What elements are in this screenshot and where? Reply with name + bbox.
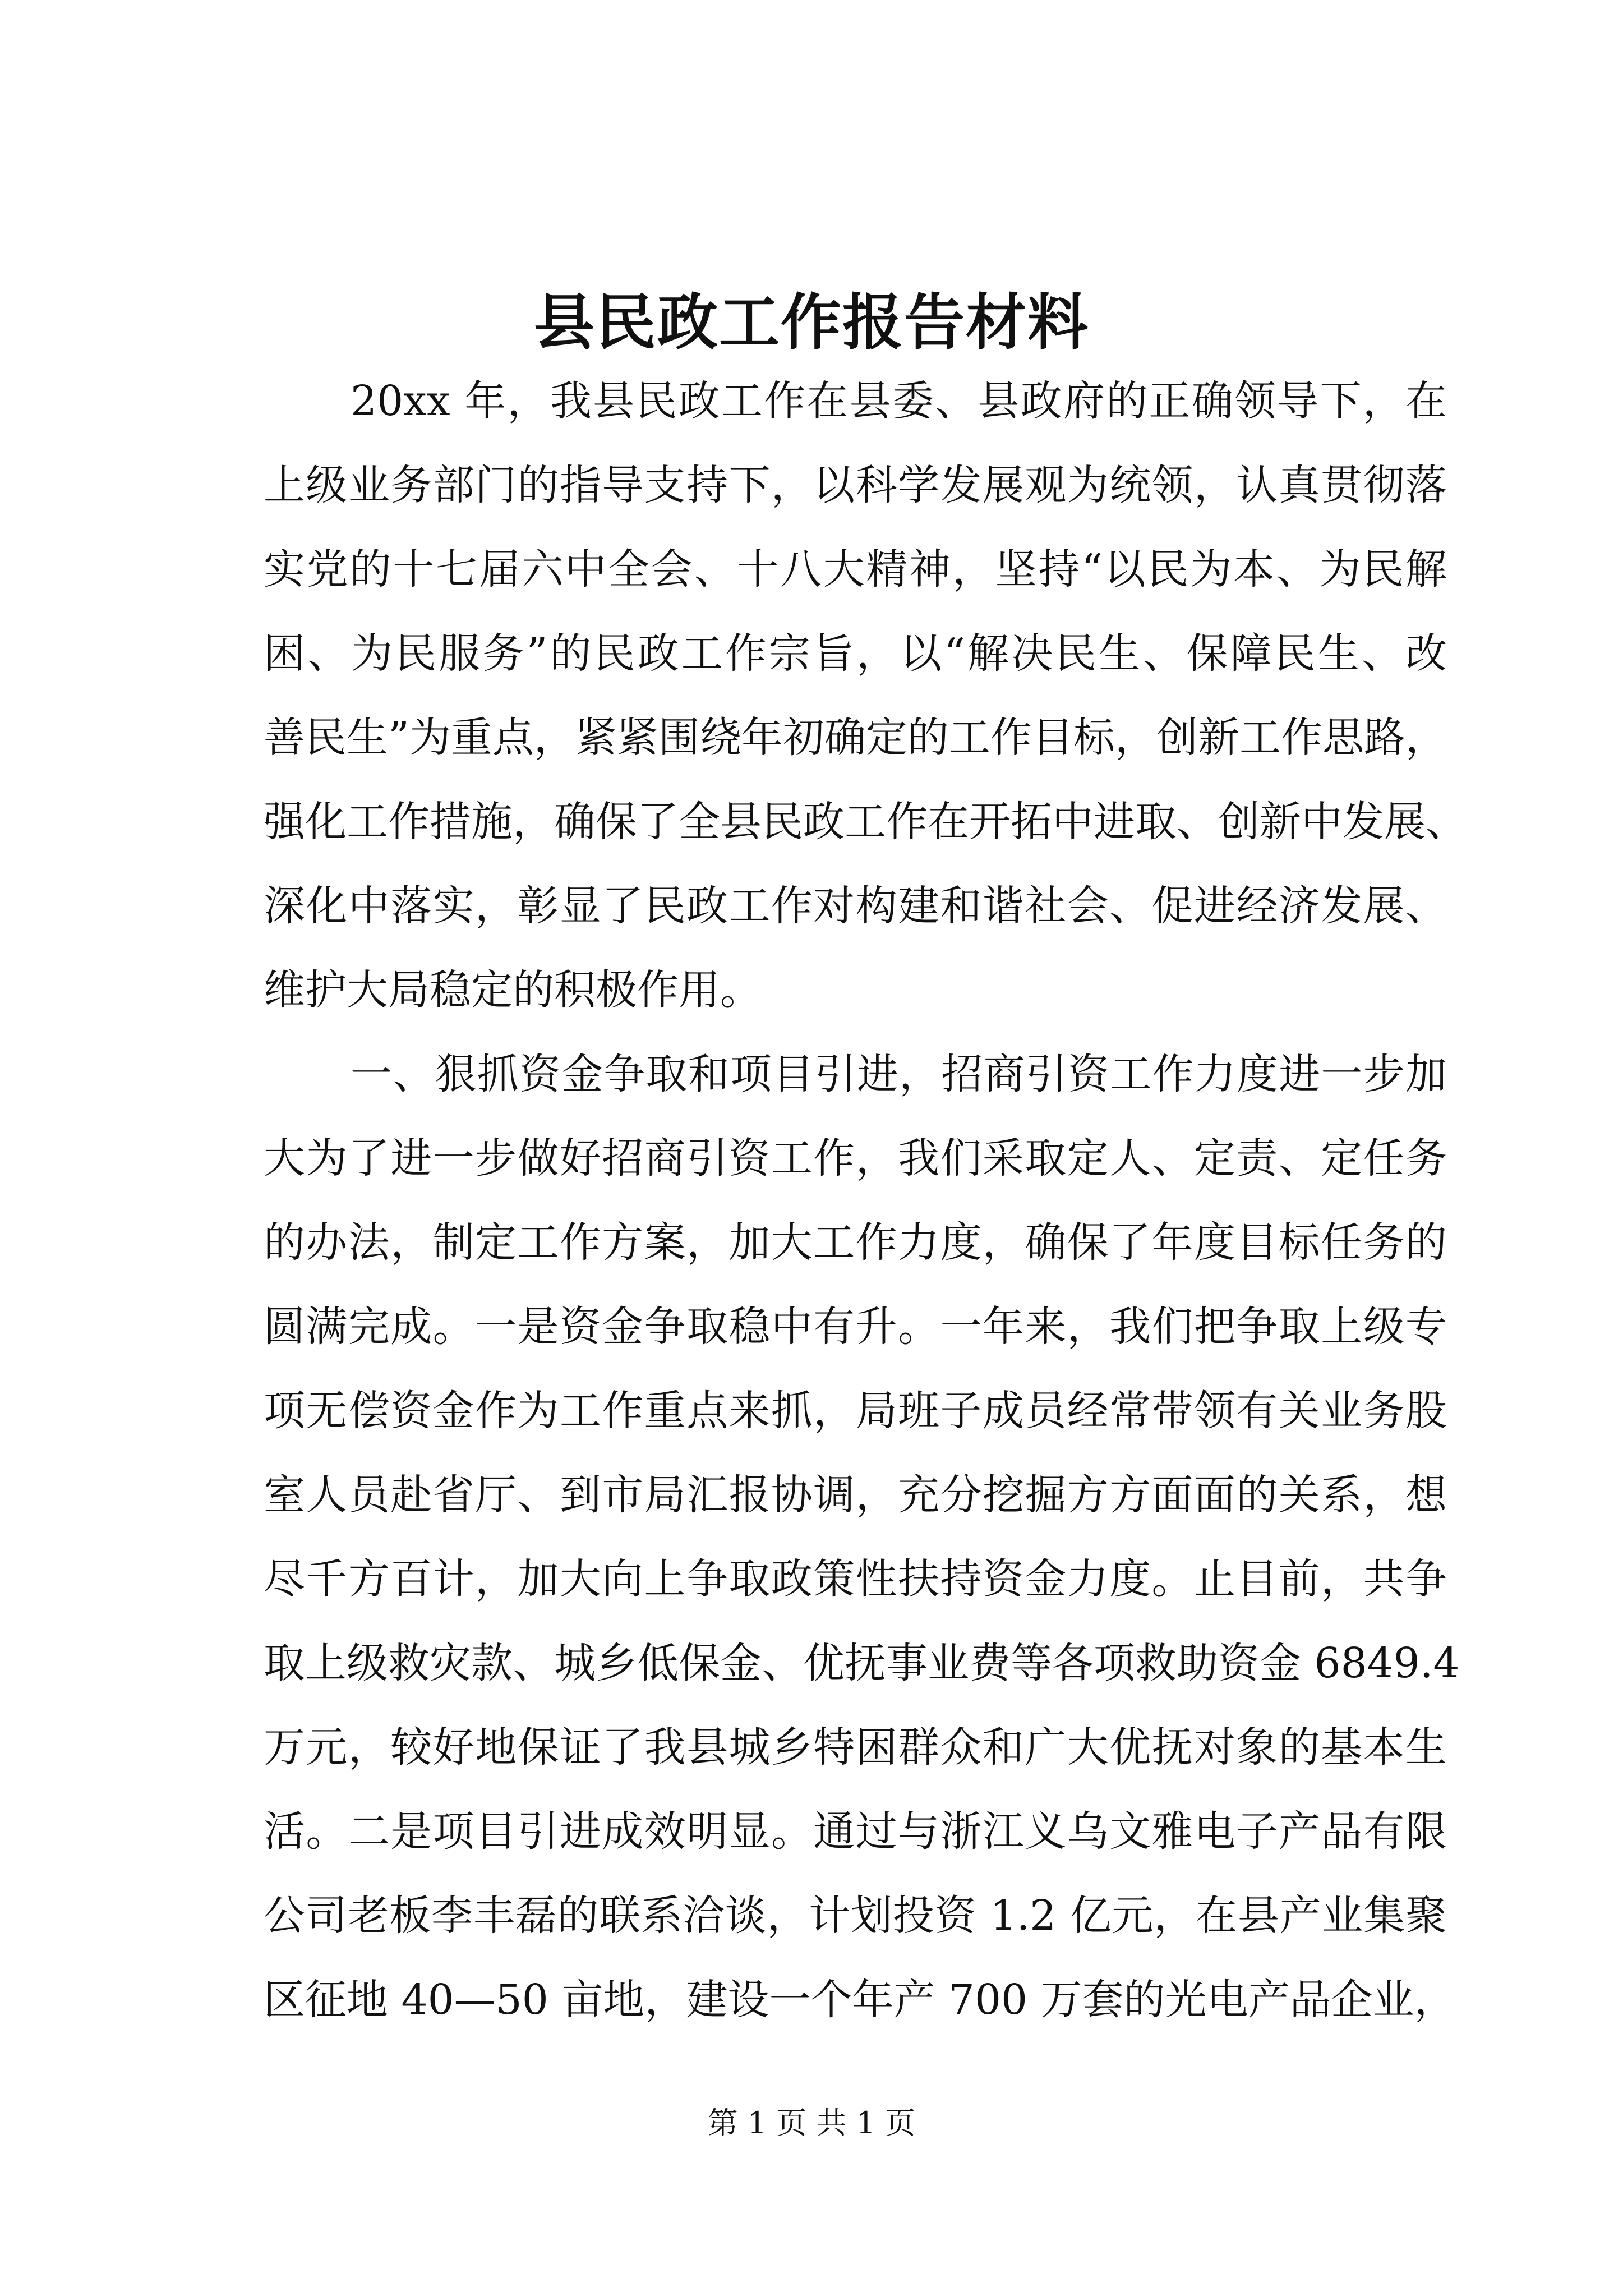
body-line: 一、狠抓资金争取和项目引进，招商引资工作力度进一步加 bbox=[351, 1050, 1447, 1098]
page-number-footer: 第 1 页 共 1 页 bbox=[707, 2105, 916, 2141]
body-line: 善民生”为重点，紧紧围绕年初确定的工作目标，创新工作思路， bbox=[264, 714, 1447, 762]
body-line: 取上级救灾款、城乡低保金、优抚事业费等各项救助资金 6849.4 bbox=[264, 1639, 1460, 1687]
body-line: 维护大局稳定的积极作用。 bbox=[264, 966, 762, 1014]
body-line: 圆满完成。一是资金争取稳中有升。一年来，我们把争取上级专 bbox=[264, 1303, 1447, 1351]
body-line: 上级业务部门的指导支持下，以科学发展观为统领，认真贯彻落 bbox=[264, 461, 1447, 509]
body-line: 活。二是项目引进成效明显。通过与浙江义乌文雅电子产品有限 bbox=[264, 1807, 1447, 1856]
body-line: 尽千方百计，加大向上争取政策性扶持资金力度。止目前，共争 bbox=[264, 1555, 1447, 1603]
body-line: 困、为民服务”的民政工作宗旨，以“解决民生、保障民生、改 bbox=[264, 629, 1447, 678]
document-title: 县民政工作报告材料 bbox=[533, 287, 1089, 358]
body-line: 20xx 年，我县民政工作在县委、县政府的正确领导下，在 bbox=[351, 377, 1447, 425]
body-line: 区征地 40—50 亩地，建设一个年产 700 万套的光电产品企业， bbox=[264, 1976, 1456, 2024]
body-line: 深化中落实，彰显了民政工作对构建和谐社会、促进经济发展、 bbox=[264, 882, 1447, 930]
body-line: 大为了进一步做好招商引资工作，我们采取定人、定责、定任务 bbox=[264, 1134, 1447, 1182]
body-line: 实党的十七届六中全会、十八大精神，坚持“以民为本、为民解 bbox=[264, 545, 1447, 593]
body-line: 项无偿资金作为工作重点来抓，局班子成员经常带领有关业务股 bbox=[264, 1387, 1447, 1435]
body-line: 强化工作措施，确保了全县民政工作在开拓中进取、创新中发展、 bbox=[264, 798, 1467, 846]
body-line: 万元，较好地保证了我县城乡特困群众和广大优抚对象的基本生 bbox=[264, 1723, 1447, 1772]
body-line: 的办法，制定工作方案，加大工作力度，确保了年度目标任务的 bbox=[264, 1218, 1447, 1267]
body-line: 公司老板李丰磊的联系洽谈，计划投资 1.2 亿元，在县产业集聚 bbox=[264, 1892, 1447, 1940]
body-line: 室人员赴省厅、到市局汇报协调，充分挖掘方方面面的关系，想 bbox=[264, 1471, 1447, 1519]
